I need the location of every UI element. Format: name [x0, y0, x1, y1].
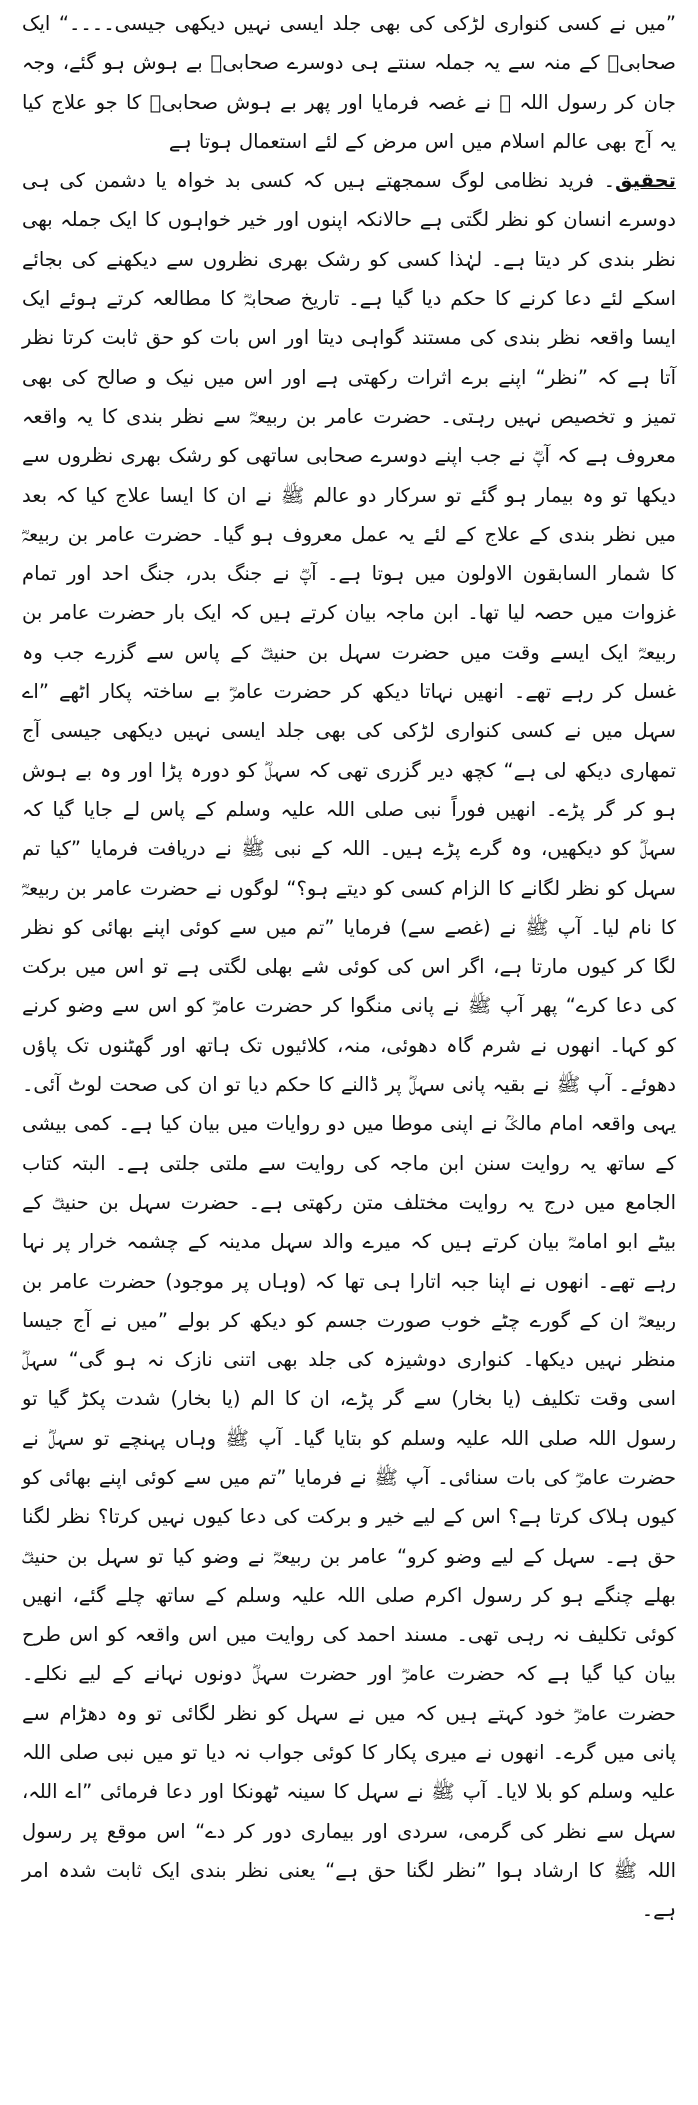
article-intro: ”میں نے کسی کنواری لڑکی کی بھی جلد ایسی نہیں دیکھی جیسی۔۔۔۔“ ایک صحابیؓ کے منہ سے یہ جملہ سنتے ہی دوسرے صحابیؓ بے ہوش ہو گئے، وجہ جان کر رسول اللہ ﷺ نے غصہ فرمایا اور پھر بے ہوش صحابیؓ کا جو علاج کیا یہ آج بھی عالم اسلام میں اس مرض کے لئے استعمال ہوتا ہے [22, 12, 676, 153]
article-body-paragraph [22, 161, 676, 1929]
body-heading: تحقیق [615, 169, 676, 193]
article-body-text: ۔ فرید نظامی لوگ سمجھتے ہیں کہ کسی بد خواہ یا دشمن کی ہی دوسرے انسان کو نظر لگتی ہے حالانکہ اپنوں اور خیر خواہوں کا ایک جملہ بھی نظر بندی کر دیتا ہے۔ لہٰذا کسی کو رشک بھری نظروں سے دیکھنے کی بجائے اسکے لئے دعا کرنے کا حکم دیا گیا ہے۔ تاریخ صحابہؓ کا مطالعہ کرتے ہوئے ایک ایسا واقعہ نظر بندی کی مستند گواہی دیتا اور اس بات کو حق ثابت کرتا نظر آتا ہے کہ ”نظر“ اپنے برے اثرات رکھتی ہے اور اس میں نیک و صالح کی بھی تمیز و تخصیص نہیں رہتی۔ حضرت عامر بن ربیعہؓ سے نظر بندی کا یہ واقعہ معروف ہے کہ آپؓ نے جب اپنے دوسرے صحابی ساتھی کو رشک بھری نظروں سے دیکھا تو وہ بیمار ہو گئے تو سرکار دو عالم ﷺ نے ان کا ایسا علاج کیا کہ بعد میں نظر بندی کے علاج کے لئے یہ عمل معروف ہو گیا۔ حضرت عامر بن ربیعہؓ کا شمار السابقون الاولون میں ہوتا ہے۔ آپؓ نے جنگ بدر، جنگ احد اور تمام غزوات میں حصہ لیا تھا۔ ابن ماجہ بیان کرتے ہیں کہ ایک بار حضرت عامر بن ربیعہؓ ایک ایسے وقت میں حضرت سہل بن حنیفؓ کے پاس سے گزرے جب وہ غسل کر رہے تھے۔ انھیں نہاتا دیکھ کر حضرت عامرؓ بے ساختہ پکار اٹھے ”اے سہل میں نے کسی کنواری لڑکی کی بھی جلد ایسی نہیں دیکھی جیسی آج تمھاری دیکھ لی ہے“ کچھ دیر گزری تھی کہ سہلؓ کو دورہ پڑا اور وہ بے ہوش ہو کر گر پڑے۔ انھیں فوراً نبی صلی اللہ علیہ وسلم کے پاس لے جایا گیا کہ سہلؓ کو دیکھیں، وہ گرے پڑے ہیں۔ اللہ کے نبی ﷺ نے دریافت فرمایا ”کیا تم سہل کو نظر لگانے کا الزام کسی کو دیتے ہو؟“ لوگوں نے حضرت عامر بن ربیعہؓ کا نام لیا۔ آپ ﷺ نے (غصے سے) فرمایا ”تم میں سے کوئی اپنے بھائی کو نظر لگا کر کیوں مارتا ہے، اگر اس کی کوئی شے بھلی لگتی ہے تو اس میں برکت کی دعا کرے“ پھر آپ ﷺ نے پانی منگوا کر حضرت عامرؓ کو اس سے وضو کرنے کو کہا۔ انھوں نے شرم گاہ دھوئی، منہ، کلائیوں تک ہاتھ اور گھٹنوں تک پاؤں دھوئے۔ آپ ﷺ نے بقیہ پانی سہلؓ پر ڈالنے کا حکم دیا تو ان کی صحت لوٹ آئی۔ یہی واقعہ امام مالکؒ نے اپنی موطا میں دو روایات میں بیان کیا ہے۔ کمی بیشی کے ساتھ یہ روایت سنن ابن ماجہ کی روایت سے ملتی جلتی ہے۔ البتہ کتاب الجامع میں درج یہ روایت مختلف متن رکھتی ہے۔ حضرت سہل بن حنیفؓ کے بیٹے ابو امامہؓ بیان کرتے ہیں کہ میرے والد سہل مدینہ کے چشمہ خرار پر نہا رہے تھے۔ انھوں نے اپنا جبہ اتارا ہی تھا کہ (وہاں پر موجود) حضرت عامر بن ربیعہؓ ان کے گورے چٹے خوب صورت جسم کو دیکھ کر بولے ”میں نے آج جیسا منظر نہیں دیکھا۔ کنواری دوشیزہ کی جلد بھی اتنی نازک نہ ہو گی“ سہلؓ اسی وقت تکلیف (یا بخار) سے گر پڑے، ان کا الم (یا بخار) شدت پکڑ گیا تو رسول اللہ صلی اللہ علیہ وسلم کو بتایا گیا۔ آپ ﷺ وہاں پہنچے تو سہلؓ نے حضرت عامرؓ کی بات سنائی۔ آپ ﷺ نے فرمایا ”تم میں سے کوئی اپنے بھائی کو کیوں ہلاک کرتا ہے؟ اس کے لیے خیر و برکت کی دعا کیوں نہیں کرتا؟ نظر لگنا حق ہے۔ سہل کے لیے وضو کرو“ عامر بن ربیعہؓ نے وضو کیا تو سہل بن حنیفؓ بھلے چنگے ہو کر رسول اکرم صلی اللہ علیہ وسلم کے ساتھ چلے گئے، انھیں کوئی تکلیف نہ رہی تھی۔ مسند احمد کی روایت میں اس واقعہ کو اس طرح بیان کیا گیا ہے کہ حضرت عامرؓ اور حضرت سہلؓ دونوں نہانے کے لیے نکلے۔ حضرت عامرؓ خود کہتے ہیں کہ میں نے سہل کو نظر لگائی تو وہ دھڑام سے پانی میں گرے۔ انھوں نے میری پکار کا کوئی جواب نہ دیا تو میں نبی صلی اللہ علیہ وسلم کو بلا لایا۔ آپ ﷺ نے سہل کا سینہ ٹھونکا اور دعا فرمائی ”اے اللہ، سہل سے نظر کی گرمی، سردی اور بیماری دور کر دے“ اس موقع پر رسول اللہ ﷺ کا ارشاد ہوا ”نظر لگنا حق ہے“ یعنی نظر بندی ایک ثابت شدہ امر ہے۔ [22, 169, 676, 1922]
